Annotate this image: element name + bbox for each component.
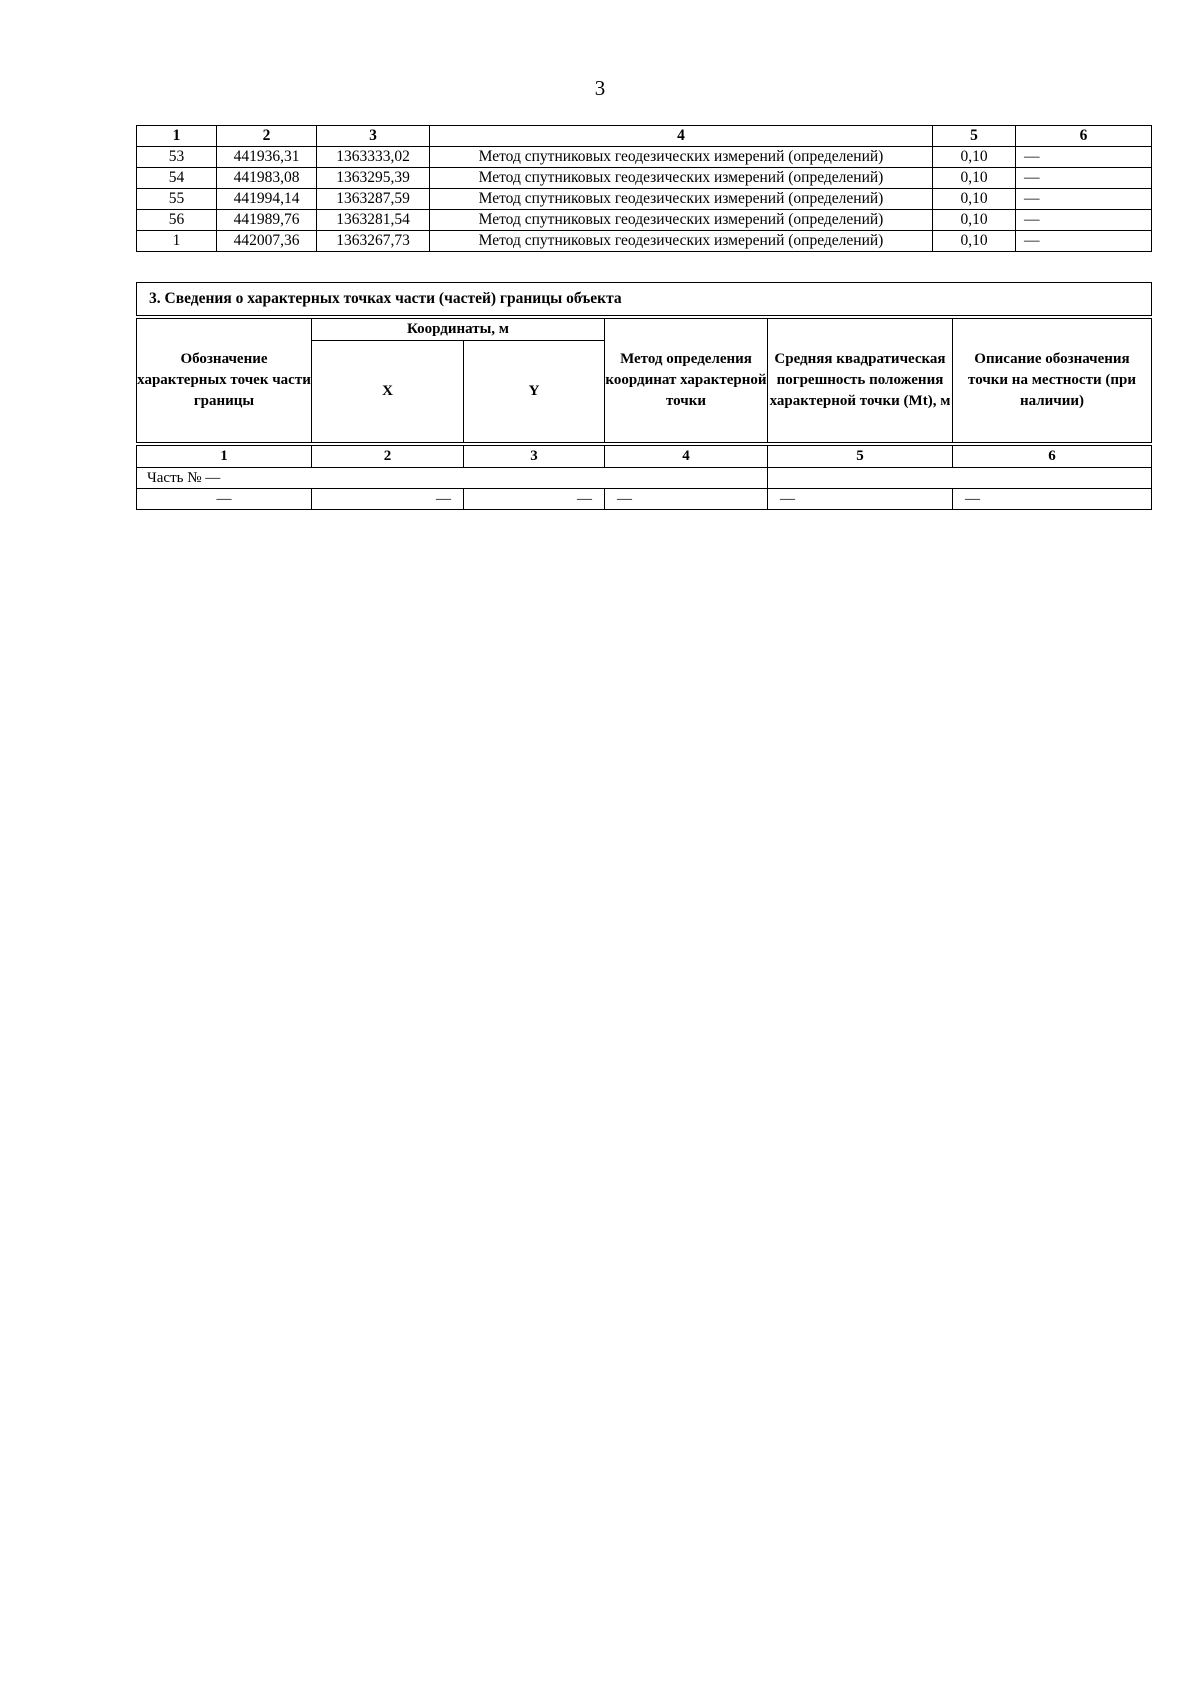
col-coordinates: Координаты, м: [312, 317, 605, 341]
part-empty-cell: [768, 467, 1152, 488]
coord-y: 1363281,54: [317, 210, 430, 231]
table-row: [137, 147, 1152, 168]
header-cell: 6: [1016, 126, 1152, 147]
error-value: 0,10: [933, 210, 1016, 231]
error-value: 0,10: [933, 189, 1016, 210]
coord-y: 1363287,59: [317, 189, 430, 210]
header-cell: 4: [430, 126, 933, 147]
description: —: [1016, 210, 1152, 231]
column-number: 1: [137, 444, 312, 468]
point-number: 1: [137, 231, 217, 252]
column-number: 6: [953, 444, 1152, 468]
column-number: 5: [768, 444, 953, 468]
description: —: [1016, 189, 1152, 210]
table-row: [137, 488, 1152, 509]
error-value: 0,10: [933, 147, 1016, 168]
part-boundary-points-table: [136, 282, 1152, 510]
description-cell: —: [953, 488, 1152, 509]
method-cell: —: [605, 488, 768, 509]
coord-x: 442007,36: [217, 231, 317, 252]
coord-x: 441994,14: [217, 189, 317, 210]
description: —: [1016, 231, 1152, 252]
point-number: 53: [137, 147, 217, 168]
error-value: 0,10: [933, 231, 1016, 252]
table-row: [137, 168, 1152, 189]
point-number: 54: [137, 168, 217, 189]
col-x: X: [312, 341, 464, 444]
column-number-row: [137, 444, 1152, 468]
description: —: [1016, 147, 1152, 168]
section-title: 3. Сведения о характерных точках части (частей) границы объекта: [137, 283, 1152, 318]
header-cell: 5: [933, 126, 1016, 147]
table-header-row: [137, 126, 1152, 147]
y-cell: —: [464, 488, 605, 509]
description: —: [1016, 168, 1152, 189]
part-label: Часть № —: [137, 467, 768, 488]
col-error: Средняя квадратическая погрешность положения характерной точки (Mt), м: [768, 317, 953, 444]
method: Метод спутниковых геодезических измерений (определений): [430, 210, 933, 231]
coord-x: 441983,08: [217, 168, 317, 189]
table-row: [137, 189, 1152, 210]
method: Метод спутниковых геодезических измерений (определений): [430, 189, 933, 210]
table-row: [137, 210, 1152, 231]
col-method: Метод определения координат характерной точки: [605, 317, 768, 444]
page-number: 3: [594, 76, 606, 100]
point-number: 56: [137, 210, 217, 231]
col-description: Описание обозначения точки на местности (при наличии): [953, 317, 1152, 444]
error-value: 0,10: [933, 168, 1016, 189]
header-cell: 2: [217, 126, 317, 147]
header-cell: 1: [137, 126, 217, 147]
point-number: 55: [137, 189, 217, 210]
table-row: [137, 231, 1152, 252]
column-number: 2: [312, 444, 464, 468]
column-number: 4: [605, 444, 768, 468]
col-y: Y: [464, 341, 605, 444]
method: Метод спутниковых геодезических измерений (определений): [430, 168, 933, 189]
designation-cell: —: [137, 488, 312, 509]
header-cell: 3: [317, 126, 430, 147]
column-number: 3: [464, 444, 605, 468]
coord-x: 441936,31: [217, 147, 317, 168]
boundary-points-table: [136, 125, 1152, 252]
method: Метод спутниковых геодезических измерений (определений): [430, 147, 933, 168]
coord-y: 1363267,73: [317, 231, 430, 252]
error-cell: —: [768, 488, 953, 509]
x-cell: —: [312, 488, 464, 509]
method: Метод спутниковых геодезических измерений (определений): [430, 231, 933, 252]
coord-y: 1363295,39: [317, 168, 430, 189]
coord-y: 1363333,02: [317, 147, 430, 168]
col-designation: Обозначение характерных точек части границы: [137, 317, 312, 444]
coord-x: 441989,76: [217, 210, 317, 231]
